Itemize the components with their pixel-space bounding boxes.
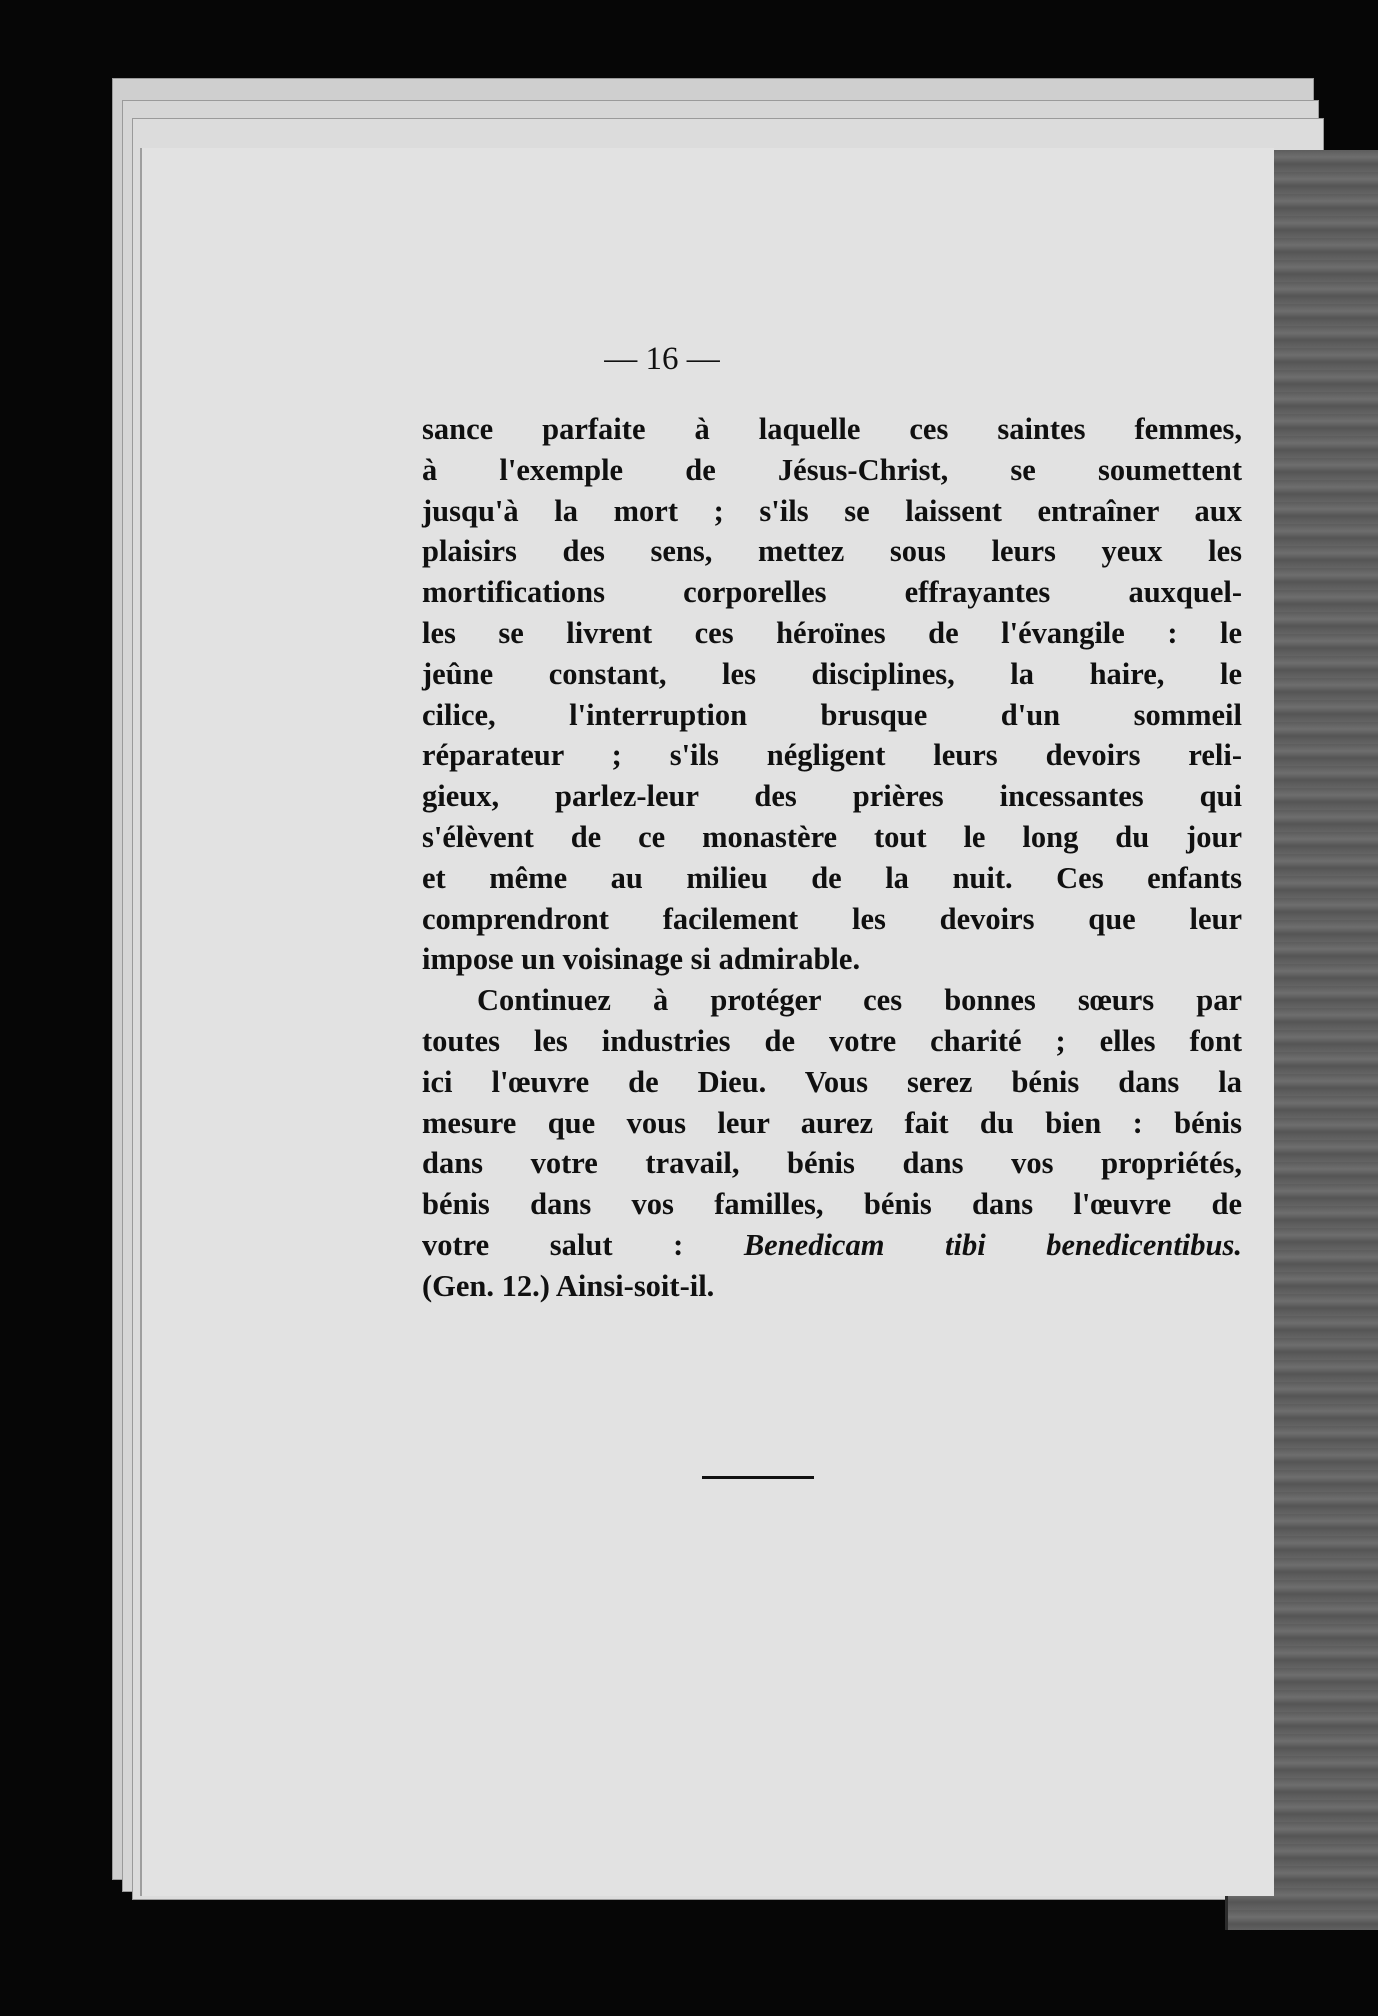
text-line: sance parfaite à laquelle ces saintes femmes,	[422, 412, 1242, 446]
body-text	[422, 409, 1242, 1307]
page-number: — 16 —	[604, 341, 720, 377]
citation-line: (Gen. 12.) Ainsi-soit-il.	[422, 1268, 715, 1303]
paragraph-1	[422, 409, 1242, 980]
text-line: à l'exemple de Jésus-Christ, se soumettent	[422, 452, 1242, 487]
text-line: mesure que vous leur aurez fait du bien : bénis	[422, 1105, 1242, 1140]
end-rule	[702, 1476, 814, 1479]
text-line: jeûne constant, les disciplines, la haire, le	[422, 656, 1242, 691]
text-line-closing	[422, 1225, 1242, 1266]
text-line: ici l'œuvre de Dieu. Vous serez bénis dans la	[422, 1064, 1242, 1099]
text-line: plaisirs des sens, mettez sous leurs yeux les	[422, 534, 1242, 569]
text-line: s'élèvent de ce monastère tout le long du jour	[422, 819, 1242, 854]
book-page	[140, 148, 1274, 1896]
closing-prefix: votre salut :	[422, 1227, 744, 1262]
text-line: Continuez à protéger ces bonnes sœurs par	[477, 983, 1242, 1018]
text-line: toutes les industries de votre charité ; elles font	[422, 1023, 1242, 1058]
text-line: jusqu'à la mort ; s'ils se laissent entraîner aux	[422, 493, 1242, 528]
text-line: gieux, parlez-leur des prières incessantes qui	[422, 779, 1242, 814]
text-line: réparateur ; s'ils négligent leurs devoirs reli-	[422, 738, 1242, 773]
text-line: dans votre travail, bénis dans vos propriétés,	[422, 1146, 1242, 1181]
text-line: cilice, l'interruption brusque d'un sommeil	[422, 697, 1242, 732]
text-line: impose un voisinage si admirable.	[422, 942, 861, 977]
text-line: mortifications corporelles effrayantes auxquel-	[422, 575, 1242, 610]
text-line: les se livrent ces héroïnes de l'évangile : le	[422, 615, 1242, 650]
paragraph-2	[422, 980, 1242, 1306]
text-line: bénis dans vos familles, bénis dans l'œuvre de	[422, 1187, 1242, 1222]
text-line: et même au milieu de la nuit. Ces enfants	[422, 860, 1242, 895]
text-line: comprendront facilement les devoirs que leur	[422, 901, 1242, 936]
latin-quote: Benedicam tibi benedicentibus.	[743, 1227, 1242, 1262]
